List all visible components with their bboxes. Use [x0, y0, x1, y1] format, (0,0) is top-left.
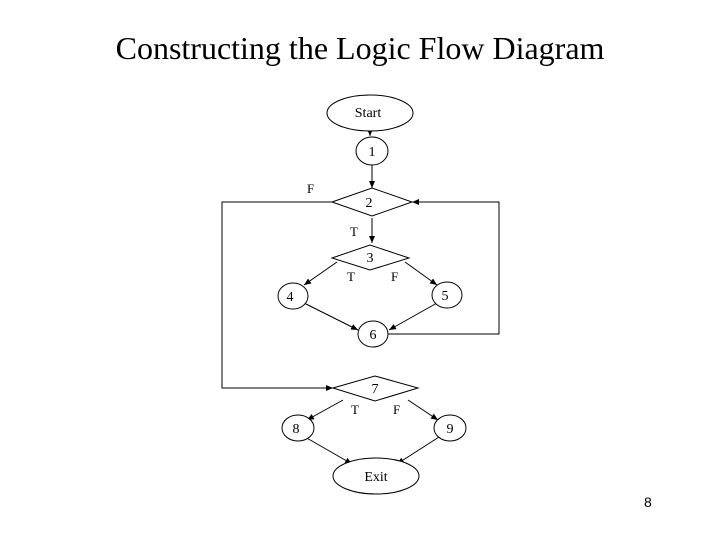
edge-8-to-exit — [305, 437, 352, 464]
edge-label-7-false: F — [393, 402, 401, 417]
node-5-label: 5 — [441, 289, 449, 304]
page-number: 8 — [644, 494, 652, 510]
edge-2-false-to-7 — [222, 202, 333, 388]
edge-6-loop-to-2 — [387, 202, 499, 334]
start-node-label: Start — [354, 106, 382, 121]
edge-label-7-true: T — [351, 402, 359, 417]
edge-7-false-to-9 — [408, 400, 438, 420]
edge-label-2-false: F — [307, 181, 315, 196]
node-1-label: 1 — [368, 145, 376, 160]
edge-3-true-to-4 — [304, 262, 337, 285]
node-9-label: 9 — [446, 422, 454, 437]
node-8-label: 8 — [292, 422, 300, 437]
node-3-label: 3 — [366, 251, 374, 266]
edge-7-true-to-8 — [307, 400, 343, 420]
edge-label-2-true: T — [350, 224, 358, 239]
edge-label-3-false: F — [391, 269, 399, 284]
node-6-label: 6 — [369, 328, 377, 343]
node-7-label: 7 — [371, 382, 379, 397]
edge-4-to-6 — [304, 303, 358, 330]
edge-3-false-to-5 — [405, 262, 437, 285]
node-4-label: 4 — [286, 290, 294, 305]
exit-node-label: Exit — [364, 470, 388, 485]
edge-label-3-true: T — [347, 269, 355, 284]
edge-5-to-6 — [389, 303, 437, 330]
node-2-label: 2 — [365, 196, 373, 211]
slide-title: Constructing the Logic Flow Diagram — [115, 30, 605, 66]
edge-9-to-exit — [397, 437, 439, 464]
